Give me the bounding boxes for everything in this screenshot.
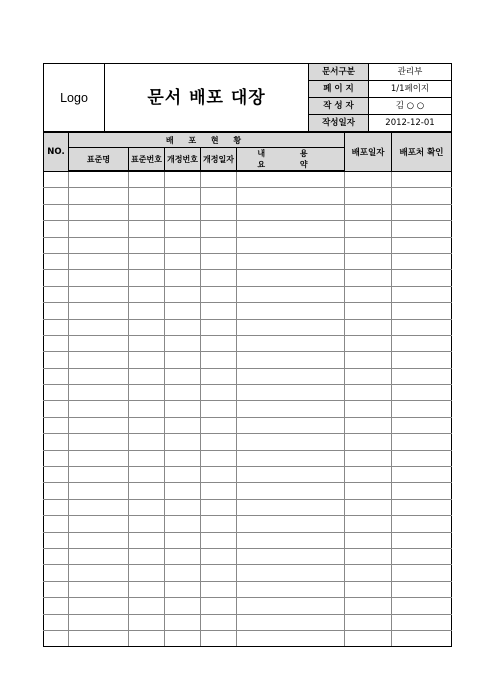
cell-revision-date[interactable] [201,467,237,483]
cell-no[interactable] [44,565,69,581]
cell-distribution-date[interactable] [345,204,392,220]
cell-revision-date[interactable] [201,483,237,499]
meta-value-page: 1/1페이지 [369,81,452,98]
cell-content-summary[interactable] [237,548,345,564]
cell-standard-name[interactable] [69,188,129,204]
cell-distribution-date[interactable] [345,286,392,302]
cell-revision-number[interactable] [165,516,201,532]
cell-standard-number[interactable] [129,385,165,401]
cell-standard-number[interactable] [129,401,165,417]
cell-revision-date[interactable] [201,171,237,188]
table-row [44,270,452,286]
cell-revision-date[interactable] [201,286,237,302]
cell-standard-number[interactable] [129,352,165,368]
cell-content-summary[interactable] [237,516,345,532]
cell-revision-number[interactable] [165,614,201,630]
cell-revision-number[interactable] [165,335,201,351]
cell-standard-number[interactable] [129,581,165,597]
cell-distribution-date[interactable] [345,532,392,548]
cell-recipient-confirm[interactable] [392,499,452,515]
cell-content-summary[interactable] [237,335,345,351]
cell-content-summary[interactable] [237,467,345,483]
table-row [44,253,452,269]
distribution-table-body [44,171,452,647]
cell-standard-name[interactable] [69,548,129,564]
cell-standard-number[interactable] [129,319,165,335]
cell-no[interactable] [44,516,69,532]
cell-standard-name[interactable] [69,270,129,286]
table-row [44,368,452,384]
table-row [44,237,452,253]
cell-revision-number[interactable] [165,188,201,204]
table-row [44,434,452,450]
cell-content-summary[interactable] [237,417,345,433]
cell-content-summary[interactable] [237,598,345,614]
cell-recipient-confirm[interactable] [392,630,452,646]
cell-standard-number[interactable] [129,532,165,548]
cell-recipient-confirm[interactable] [392,286,452,302]
cell-revision-number[interactable] [165,467,201,483]
cell-no[interactable] [44,499,69,515]
table-row [44,204,452,220]
cell-standard-name[interactable] [69,368,129,384]
table-row [44,565,452,581]
cell-no[interactable] [44,303,69,319]
cell-standard-name[interactable] [69,499,129,515]
cell-standard-number[interactable] [129,221,165,237]
cell-content-summary[interactable] [237,499,345,515]
cell-content-summary[interactable] [237,401,345,417]
cell-revision-date[interactable] [201,303,237,319]
cell-standard-number[interactable] [129,516,165,532]
cell-no[interactable] [44,352,69,368]
cell-no[interactable] [44,368,69,384]
cell-revision-date[interactable] [201,532,237,548]
cell-revision-date[interactable] [201,188,237,204]
cell-distribution-date[interactable] [345,335,392,351]
cell-distribution-date[interactable] [345,401,392,417]
cell-revision-number[interactable] [165,286,201,302]
cell-standard-name[interactable] [69,221,129,237]
cell-no[interactable] [44,221,69,237]
cell-standard-number[interactable] [129,237,165,253]
cell-no[interactable] [44,417,69,433]
cell-standard-name[interactable] [69,467,129,483]
meta-value-author: 김 ○ ○ [369,98,452,115]
table-row [44,335,452,351]
cell-no[interactable] [44,598,69,614]
cell-standard-number[interactable] [129,270,165,286]
cell-standard-name[interactable] [69,319,129,335]
table-row [44,614,452,630]
cell-distribution-date[interactable] [345,237,392,253]
cell-standard-number[interactable] [129,204,165,220]
cell-revision-date[interactable] [201,385,237,401]
cell-recipient-confirm[interactable] [392,483,452,499]
table-row [44,188,452,204]
cell-standard-name[interactable] [69,286,129,302]
cell-recipient-confirm[interactable] [392,171,452,188]
meta-label-author: 작 성 자 [309,98,369,115]
cell-distribution-date[interactable] [345,516,392,532]
cell-standard-number[interactable] [129,368,165,384]
cell-recipient-confirm[interactable] [392,188,452,204]
col-header-content-summary: 내 용 요 약 [237,148,345,172]
cell-content-summary[interactable] [237,434,345,450]
cell-standard-number[interactable] [129,614,165,630]
cell-revision-number[interactable] [165,499,201,515]
cell-revision-number[interactable] [165,319,201,335]
cell-revision-date[interactable] [201,401,237,417]
cell-no[interactable] [44,335,69,351]
cell-recipient-confirm[interactable] [392,548,452,564]
cell-revision-date[interactable] [201,450,237,466]
cell-standard-number[interactable] [129,598,165,614]
cell-revision-number[interactable] [165,253,201,269]
cell-standard-number[interactable] [129,286,165,302]
col-header-distribution-date: 배포일자 [345,132,392,171]
cell-revision-number[interactable] [165,417,201,433]
cell-standard-name[interactable] [69,483,129,499]
cell-revision-number[interactable] [165,483,201,499]
cell-revision-date[interactable] [201,581,237,597]
cell-revision-date[interactable] [201,368,237,384]
cell-standard-number[interactable] [129,630,165,646]
cell-revision-number[interactable] [165,270,201,286]
document-title: 문서 배포 대장 [105,64,309,132]
cell-revision-date[interactable] [201,598,237,614]
cell-recipient-confirm[interactable] [392,614,452,630]
cell-standard-number[interactable] [129,417,165,433]
cell-recipient-confirm[interactable] [392,467,452,483]
cell-revision-number[interactable] [165,352,201,368]
cell-standard-number[interactable] [129,253,165,269]
cell-distribution-date[interactable] [345,548,392,564]
cell-standard-name[interactable] [69,581,129,597]
cell-revision-number[interactable] [165,368,201,384]
table-row [44,630,452,646]
cell-revision-number[interactable] [165,171,201,188]
table-row [44,221,452,237]
cell-content-summary[interactable] [237,483,345,499]
cell-distribution-date[interactable] [345,434,392,450]
table-row [44,286,452,302]
cell-distribution-date[interactable] [345,270,392,286]
cell-content-summary[interactable] [237,303,345,319]
cell-standard-number[interactable] [129,188,165,204]
cell-standard-name[interactable] [69,352,129,368]
cell-content-summary[interactable] [237,270,345,286]
cell-standard-number[interactable] [129,434,165,450]
cell-revision-number[interactable] [165,630,201,646]
cell-distribution-date[interactable] [345,303,392,319]
cell-revision-date[interactable] [201,548,237,564]
cell-recipient-confirm[interactable] [392,516,452,532]
table-row [44,401,452,417]
table-row [44,319,452,335]
cell-recipient-confirm[interactable] [392,352,452,368]
cell-revision-number[interactable] [165,581,201,597]
cell-recipient-confirm[interactable] [392,598,452,614]
cell-revision-number[interactable] [165,532,201,548]
cell-revision-date[interactable] [201,204,237,220]
cell-distribution-date[interactable] [345,467,392,483]
cell-content-summary[interactable] [237,237,345,253]
cell-content-summary[interactable] [237,204,345,220]
cell-content-summary[interactable] [237,450,345,466]
cell-standard-name[interactable] [69,417,129,433]
table-row [44,303,452,319]
meta-label-page: 페 이 지 [309,81,369,98]
cell-revision-number[interactable] [165,548,201,564]
table-row [44,171,452,188]
cell-no[interactable] [44,434,69,450]
meta-value-date: 2012-12-01 [369,115,452,132]
cell-standard-name[interactable] [69,401,129,417]
cell-no[interactable] [44,319,69,335]
cell-standard-name[interactable] [69,237,129,253]
cell-no[interactable] [44,401,69,417]
cell-content-summary[interactable] [237,565,345,581]
cell-content-summary[interactable] [237,630,345,646]
cell-distribution-date[interactable] [345,352,392,368]
cell-recipient-confirm[interactable] [392,204,452,220]
cell-no[interactable] [44,385,69,401]
cell-content-summary[interactable] [237,532,345,548]
table-row [44,499,452,515]
cell-standard-number[interactable] [129,548,165,564]
cell-revision-number[interactable] [165,598,201,614]
cell-content-summary[interactable] [237,368,345,384]
cell-recipient-confirm[interactable] [392,335,452,351]
cell-revision-number[interactable] [165,401,201,417]
cell-distribution-date[interactable] [345,253,392,269]
cell-revision-date[interactable] [201,221,237,237]
cell-distribution-date[interactable] [345,417,392,433]
cell-standard-name[interactable] [69,630,129,646]
col-group-distribution-status: 배 포 현 황 [69,132,345,148]
logo-placeholder: Logo [44,64,105,132]
cell-revision-date[interactable] [201,270,237,286]
cell-no[interactable] [44,614,69,630]
cell-revision-number[interactable] [165,434,201,450]
cell-revision-date[interactable] [201,565,237,581]
cell-standard-name[interactable] [69,532,129,548]
cell-no[interactable] [44,237,69,253]
cell-no[interactable] [44,548,69,564]
cell-no[interactable] [44,286,69,302]
table-row [44,581,452,597]
cell-standard-number[interactable] [129,335,165,351]
cell-content-summary[interactable] [237,286,345,302]
table-row [44,532,452,548]
cell-no[interactable] [44,630,69,646]
cell-content-summary[interactable] [237,581,345,597]
cell-standard-name[interactable] [69,614,129,630]
cell-content-summary[interactable] [237,253,345,269]
cell-no[interactable] [44,253,69,269]
cell-recipient-confirm[interactable] [392,532,452,548]
table-row [44,483,452,499]
cell-standard-name[interactable] [69,598,129,614]
distribution-table [43,131,452,647]
cell-recipient-confirm[interactable] [392,450,452,466]
cell-recipient-confirm[interactable] [392,319,452,335]
cell-recipient-confirm[interactable] [392,237,452,253]
cell-revision-date[interactable] [201,319,237,335]
cell-standard-number[interactable] [129,171,165,188]
cell-no[interactable] [44,450,69,466]
cell-recipient-confirm[interactable] [392,368,452,384]
cell-distribution-date[interactable] [345,630,392,646]
cell-revision-number[interactable] [165,204,201,220]
cell-standard-number[interactable] [129,483,165,499]
cell-revision-date[interactable] [201,630,237,646]
distribution-register-sheet [43,63,451,647]
cell-recipient-confirm[interactable] [392,565,452,581]
cell-standard-number[interactable] [129,303,165,319]
col-header-revision-number: 개정번호 [165,148,201,172]
table-row [44,417,452,433]
cell-content-summary[interactable] [237,221,345,237]
cell-recipient-confirm[interactable] [392,221,452,237]
cell-revision-number[interactable] [165,221,201,237]
cell-standard-name[interactable] [69,565,129,581]
cell-revision-date[interactable] [201,417,237,433]
cell-standard-name[interactable] [69,450,129,466]
cell-no[interactable] [44,467,69,483]
cell-no[interactable] [44,204,69,220]
cell-revision-date[interactable] [201,499,237,515]
cell-distribution-date[interactable] [345,483,392,499]
cell-distribution-date[interactable] [345,581,392,597]
cell-distribution-date[interactable] [345,565,392,581]
table-row [44,598,452,614]
cell-revision-number[interactable] [165,565,201,581]
cell-content-summary[interactable] [237,188,345,204]
cell-content-summary[interactable] [237,352,345,368]
cell-recipient-confirm[interactable] [392,303,452,319]
cell-distribution-date[interactable] [345,188,392,204]
cell-no[interactable] [44,270,69,286]
cell-standard-name[interactable] [69,303,129,319]
cell-recipient-confirm[interactable] [392,581,452,597]
cell-standard-name[interactable] [69,335,129,351]
cell-recipient-confirm[interactable] [392,401,452,417]
meta-label-date: 작성일자 [309,115,369,132]
col-header-recipient-confirm: 배포처 확인 [392,132,452,171]
cell-recipient-confirm[interactable] [392,417,452,433]
cell-standard-number[interactable] [129,467,165,483]
col-header-standard-number: 표준번호 [129,148,165,172]
meta-label-doc-type: 문서구분 [309,64,369,81]
cell-no[interactable] [44,581,69,597]
cell-revision-date[interactable] [201,352,237,368]
cell-standard-number[interactable] [129,450,165,466]
cell-standard-name[interactable] [69,434,129,450]
cell-distribution-date[interactable] [345,614,392,630]
cell-content-summary[interactable] [237,171,345,188]
cell-content-summary[interactable] [237,319,345,335]
cell-no[interactable] [44,171,69,188]
table-row [44,467,452,483]
table-row [44,385,452,401]
cell-distribution-date[interactable] [345,385,392,401]
cell-no[interactable] [44,483,69,499]
cell-revision-date[interactable] [201,237,237,253]
cell-standard-number[interactable] [129,499,165,515]
cell-no[interactable] [44,532,69,548]
cell-standard-name[interactable] [69,171,129,188]
cell-distribution-date[interactable] [345,221,392,237]
table-row [44,450,452,466]
cell-content-summary[interactable] [237,385,345,401]
table-row [44,548,452,564]
col-header-standard-name: 표준명 [69,148,129,172]
cell-revision-date[interactable] [201,614,237,630]
cell-revision-date[interactable] [201,434,237,450]
document-header [43,63,452,132]
cell-standard-name[interactable] [69,204,129,220]
cell-distribution-date[interactable] [345,450,392,466]
cell-distribution-date[interactable] [345,499,392,515]
cell-revision-number[interactable] [165,450,201,466]
cell-revision-number[interactable] [165,385,201,401]
cell-revision-date[interactable] [201,335,237,351]
cell-standard-name[interactable] [69,516,129,532]
cell-standard-number[interactable] [129,565,165,581]
table-row [44,352,452,368]
col-header-no: NO. [44,132,69,171]
cell-standard-name[interactable] [69,385,129,401]
cell-recipient-confirm[interactable] [392,434,452,450]
cell-distribution-date[interactable] [345,171,392,188]
cell-distribution-date[interactable] [345,368,392,384]
col-header-revision-date: 개정일자 [201,148,237,172]
cell-revision-number[interactable] [165,237,201,253]
cell-recipient-confirm[interactable] [392,253,452,269]
cell-standard-name[interactable] [69,253,129,269]
cell-recipient-confirm[interactable] [392,270,452,286]
cell-no[interactable] [44,188,69,204]
table-row [44,516,452,532]
cell-revision-date[interactable] [201,253,237,269]
cell-revision-number[interactable] [165,303,201,319]
cell-distribution-date[interactable] [345,598,392,614]
cell-distribution-date[interactable] [345,319,392,335]
cell-content-summary[interactable] [237,614,345,630]
meta-value-doc-type: 관리부 [369,64,452,81]
cell-revision-date[interactable] [201,516,237,532]
cell-recipient-confirm[interactable] [392,385,452,401]
